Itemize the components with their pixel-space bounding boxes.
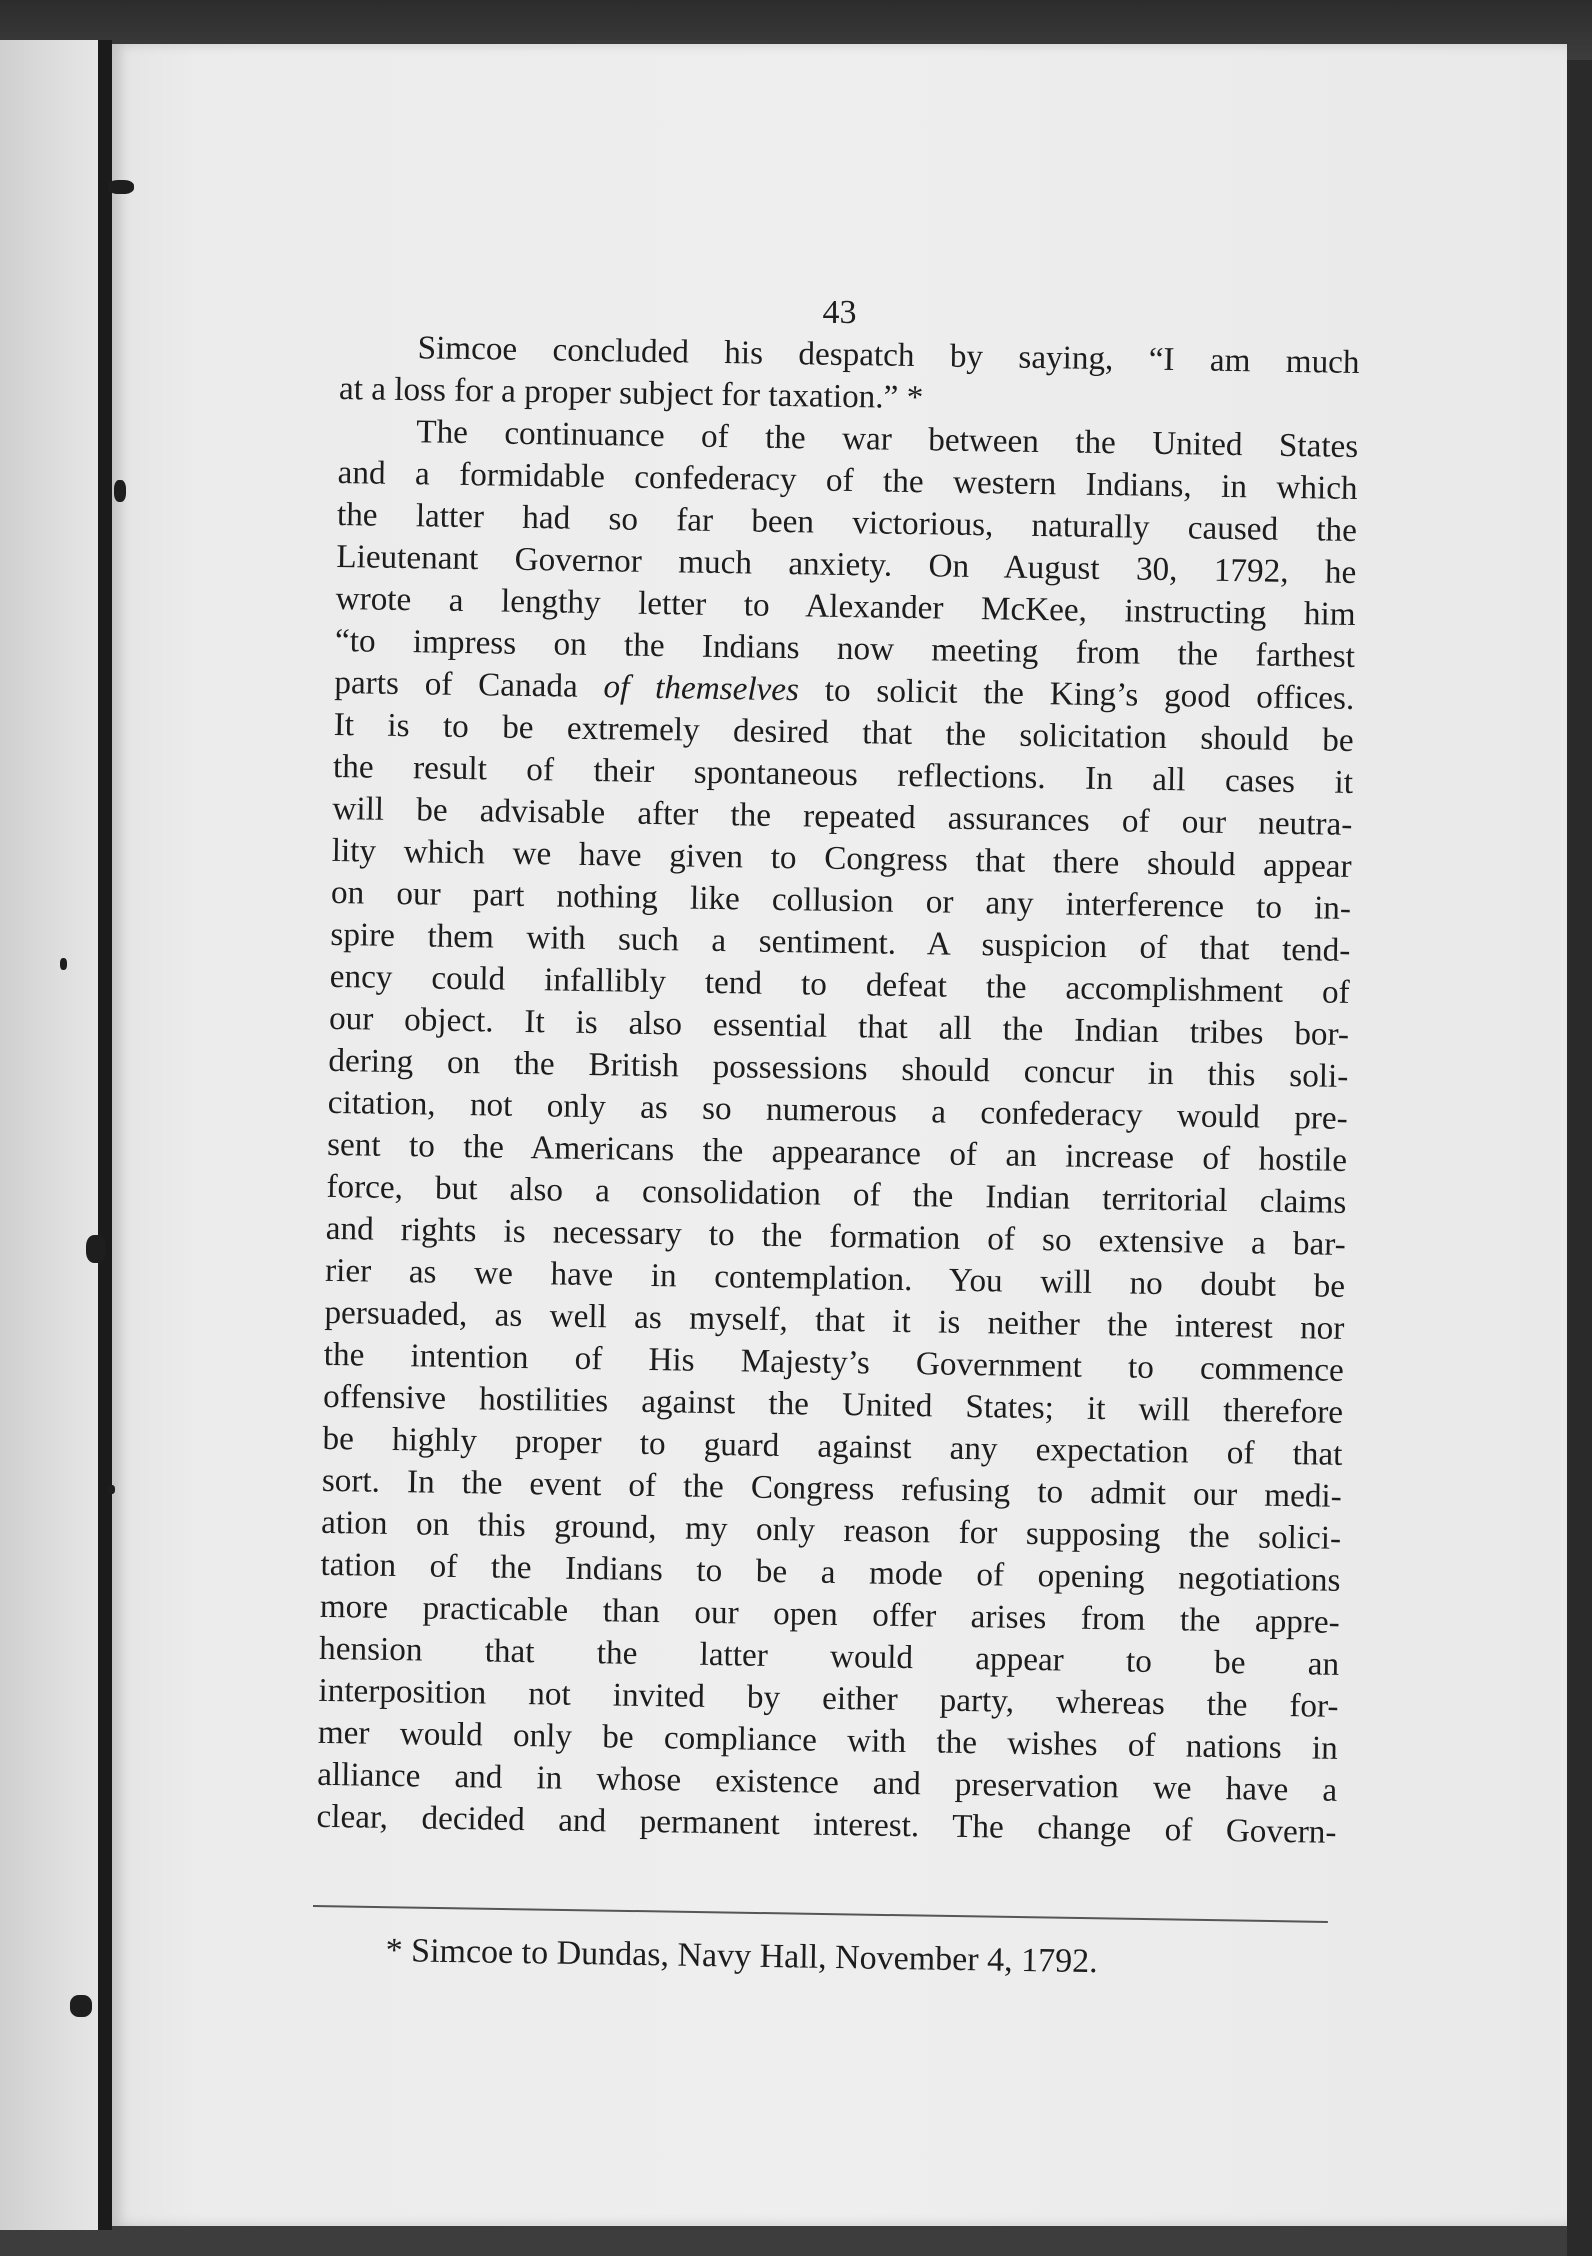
text-line: ation on this ground, my only reason for supposing the solici-	[320, 1503, 1342, 1557]
text-line: persuaded, as well as myself, that it is neither the interest nor	[324, 1293, 1345, 1347]
footnote: * Simcoe to Dundas, Navy Hall, November 4, 1792.	[385, 1932, 1098, 1981]
text-line: the intention of His Majesty’s Government to commence	[323, 1335, 1345, 1389]
text-line: dering on the British possessions should concur in this soli-	[328, 1041, 1349, 1095]
text-line: more practicable than our open offer arises from the appre-	[319, 1587, 1341, 1641]
text-line: mer would only be compliance with the wishes of nations in	[317, 1713, 1339, 1767]
text-line: clear, decided and permanent interest. The change of Govern-	[316, 1797, 1337, 1851]
text-line: will be advisable after the repeated assurances of our neutra-	[332, 789, 1353, 843]
text-line: hension that the latter would appear to be an	[318, 1629, 1340, 1683]
text-line: The continuance of the war between the United States	[416, 413, 1359, 466]
text-line: spire them with such a sentiment. A suspicion of that tend-	[330, 915, 1351, 969]
facing-page-edge	[0, 40, 100, 2230]
text-line: citation, not only as so numerous a confederacy would pre-	[327, 1083, 1348, 1137]
text-line: and rights is necessary to the formation of so extensive a bar-	[325, 1209, 1346, 1263]
text-line: the latter had so far been victorious, naturally caused the	[336, 495, 1358, 549]
text-line: tation of the Indians to be a mode of opening negotiations	[320, 1545, 1341, 1599]
text-line: alliance and in whose existence and preservation we have a	[316, 1755, 1338, 1809]
page-number: 43	[822, 294, 857, 331]
text-line: the result of their spontaneous reflections. In all cases it	[332, 747, 1354, 801]
text-line: lity which we have given to Congress that there should appear	[331, 831, 1352, 885]
text-line: sort. In the event of the Congress refusing to admit our medi-	[321, 1461, 1343, 1515]
text-line: and a formidable confederacy of the western Indians, in which	[337, 453, 1358, 508]
text-line: It is to be extremely desired that the solicitation should be	[333, 705, 1354, 759]
text-line: ency could infallibly tend to defeat the accomplishment of	[329, 957, 1350, 1011]
body-text	[316, 326, 1360, 1854]
text-line: rier as we have in contemplation. You will no doubt be	[324, 1251, 1346, 1305]
text-line: be highly proper to guard against any expectation of that	[322, 1419, 1343, 1473]
book-spine	[98, 40, 112, 2230]
text-line: “to impress on the Indians now meeting from the farthest	[334, 621, 1356, 675]
text-line: force, but also a consolidation of the Indian territorial claims	[326, 1167, 1347, 1221]
binding-mark	[114, 480, 126, 502]
text-line: our object. It is also essential that all the Indian tribes bor-	[328, 999, 1350, 1053]
text-line: Lieutenant Governor much anxiety. On August 30, 1792, he	[336, 537, 1357, 591]
text-line: Simcoe concluded his despatch by saying, “I am much	[417, 329, 1360, 382]
text-line: sent to the Americans the appearance of an increase of hostile	[326, 1125, 1348, 1179]
binding-mark	[86, 1235, 106, 1263]
text-line: offensive hostilities against the United States; it will therefore	[322, 1377, 1344, 1431]
text-line: interposition not invited by either party, whereas the for-	[318, 1671, 1339, 1725]
text-line: at a loss for a proper subject for taxation.” *	[338, 369, 924, 417]
text-line-italic: parts of Canada of themselves to solicit the King’s good offices.	[334, 663, 1355, 717]
binding-mark	[108, 180, 134, 194]
binding-mark	[70, 1995, 92, 2017]
scan-background	[1567, 60, 1592, 2256]
text-line: wrote a lengthy letter to Alexander McKee, instructing him	[335, 579, 1356, 633]
speck	[60, 958, 67, 970]
text-line: on our part nothing like collusion or any interference to in-	[330, 873, 1352, 927]
speck	[108, 1485, 115, 1494]
